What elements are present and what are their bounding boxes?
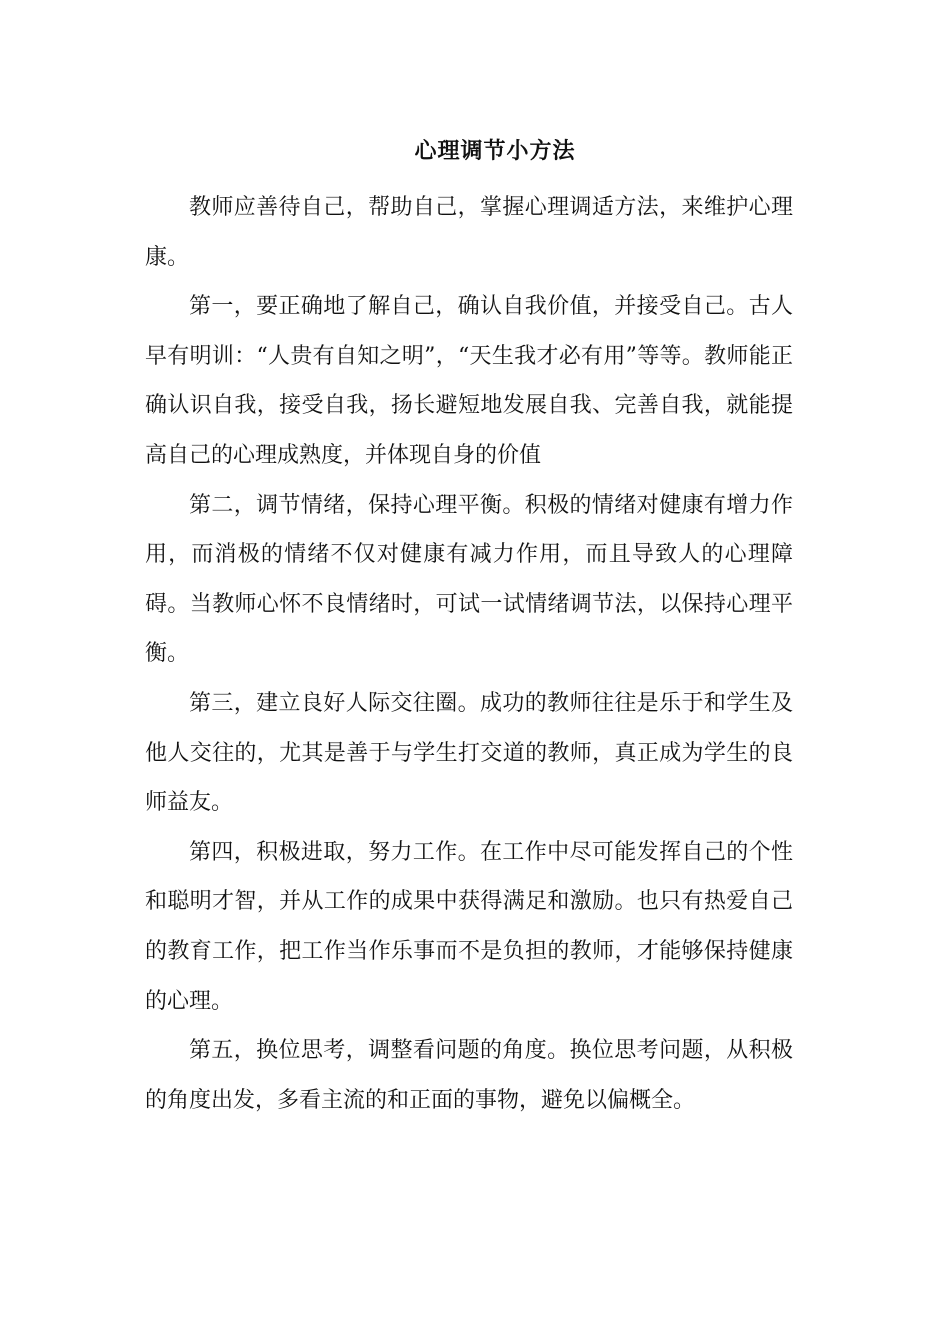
paragraph-second: 第二，调节情绪，保持心理平衡。积极的情绪对健康有增力作用，而消极的情绪不仅对健康有减力作用，而且导致人的心理障碍。当教师心怀不良情绪时，可试一试情绪调节法，以保持心理平衡。 bbox=[145, 492, 793, 667]
paragraph-fourth: 第四，积极进取，努力工作。在工作中尽可能发挥自己的个性和聪明才智，并从工作的成果中获得满足和激励。也只有热爱自己的教育工作，把工作当作乐事而不是负担的教师，才能够保持健康的心理。 bbox=[145, 839, 793, 1014]
paragraph-intro: 教师应善待自己，帮助自己，掌握心理调适方法，来维护心理康。 bbox=[145, 195, 793, 270]
paragraph-fifth: 第五，换位思考，调整看问题的角度。换位思考问题，从积极的角度出发，多看主流的和正面的事物，避免以偏概全。 bbox=[145, 1038, 793, 1113]
paragraph-third: 第三，建立良好人际交往圈。成功的教师往往是乐于和学生及他人交往的，尤其是善于与学生打交道的教师，真正成为学生的良师益友。 bbox=[145, 690, 793, 816]
document-body bbox=[145, 183, 793, 1125]
paragraph-first: 第一，要正确地了解自己，确认自我价值，并接受自己。古人早有明训：“人贵有自知之明”，“天生我才必有用”等等。教师能正确认识自我，接受自我，扬长避短地发展自我、完善自我，就能提高自己的心理成熟度，并体现自身的价值 bbox=[145, 294, 793, 468]
document-title: 心理调节小方法 bbox=[414, 138, 576, 164]
